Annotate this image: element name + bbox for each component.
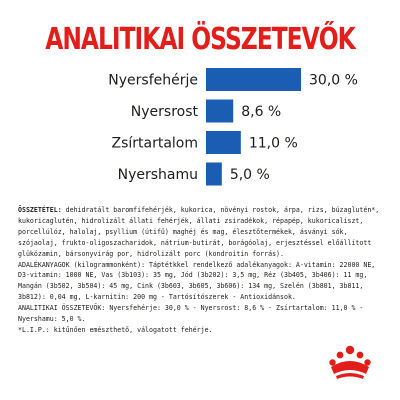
ingredients-text-block: [18, 205, 386, 336]
bar-label: Nyersrost: [130, 104, 198, 120]
bar-label: Nyersfehérje: [108, 72, 198, 89]
bar-label: Nyershamu: [117, 167, 198, 183]
bar-label: Zsírtartalom: [111, 135, 198, 152]
analytic-label: ANALITIKAI ÖSSZETEVŐK:: [18, 304, 106, 313]
bar: [206, 163, 222, 186]
bar-value-label: 5,0 %: [229, 167, 270, 183]
bar-value-label: 30,0 %: [309, 72, 358, 89]
composition-label: ÖSSZETÉTEL:: [18, 206, 62, 214]
bar: [206, 131, 241, 154]
bar-value-label: 8,6 %: [241, 104, 282, 120]
footnote: *L.I.P.: kitűnően emészthető, válogatott fehérje.: [18, 325, 213, 334]
royal-canin-crown-logo: [327, 341, 373, 384]
composition-paragraph: [18, 205, 386, 260]
bar-value-label: 11,0 %: [248, 135, 298, 152]
analytic-text: Nyersfehérje: 30,0 % - Nyersrost: 8,6 % - Zsírtartalom: 11,0 % - Nyershamu: 5,0 %.: [18, 304, 364, 324]
page-title: ANALITIKAI ÖSSZETEVŐK: [45, 22, 355, 57]
composition-text: dehidratált baromfifehérjék, kukorica, növényi rostok, árpa, rizs, búzaglutén*, kukoricaglutén, hidrolizált állati fehérjék, állati zsiradékok, répapép, kukoricaliszt, porcellúlóz, halolaj, psyllium (útifű) maghéj és mag, élesztőtermékek, ásványi sók, szójaolaj, frukto-oligoszacharidok, nátrium-butirát, borágóolaj, erjesztéssel előállított glükózamin, bársonyvirág por, hidrolizált porc (kondroitin forrás).: [18, 206, 380, 258]
bar: [206, 68, 301, 91]
additives-paragraph: ADALÉKANYAGOK (kilogrammonként): Táptétkkel rendelkező adalékanyagok: A-vitamin: 22000 NE, D3-vitamin: 1000 NE, Vas (3b103): 35 mg, Jód (3b202): 3,5 mg, Réz (3b405, 3b406): 11 mg, Mangán (3b502, 3b504): 45 mg, Cink (3b603, 3b605, 3b606): 134 mg, Szelén (3b801, 3b811, 3b812): 0,04 mg, L-karnitin: 200 mg - Tartósítószerek - Antioxidánsok.: [18, 260, 376, 302]
analytic-bar-chart: [0, 60, 400, 195]
bar: [206, 100, 233, 123]
analytic-paragraph: [18, 303, 386, 325]
